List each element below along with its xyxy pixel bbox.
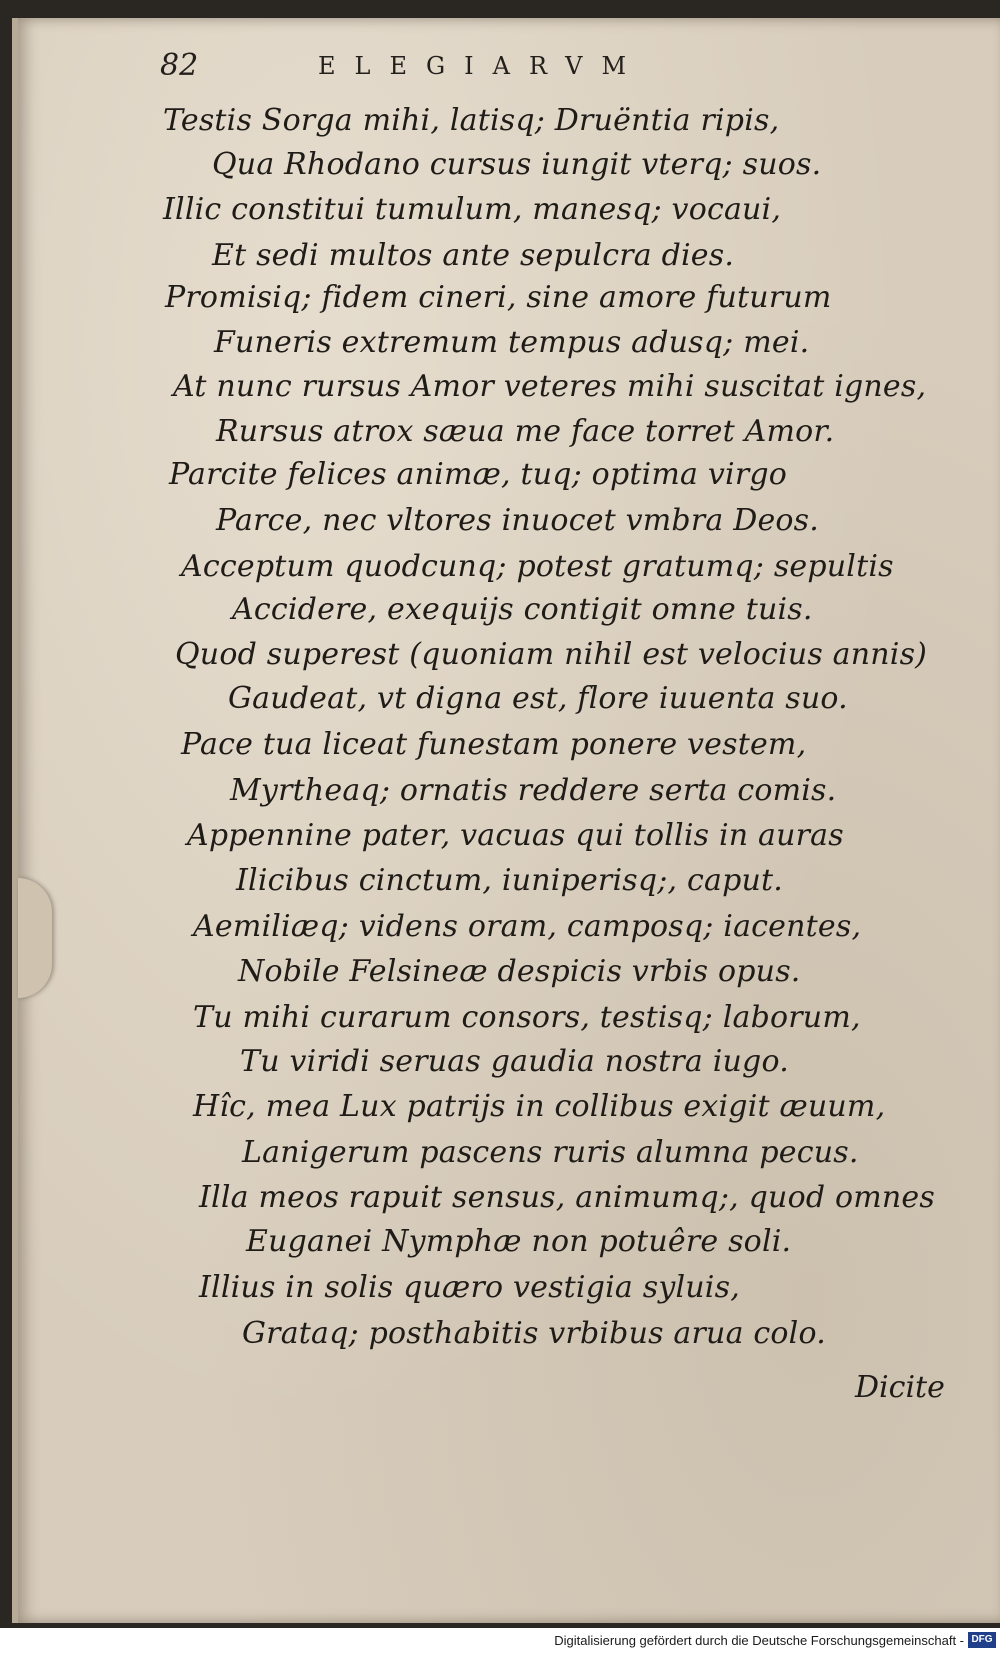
footer-credit: Digitalisierung gefördert durch die Deutsche Forschungsgemeinschaft - [554, 1633, 964, 1648]
verse-line-pentameter: Gaudeat, vt digna est, flore iuuenta suo. [228, 681, 848, 716]
page-number: 82 [160, 48, 199, 83]
verse-line-pentameter: Euganei Nymphæ non potuêre soli. [246, 1224, 792, 1259]
verse-line-hexameter: Pace tua liceat funestam ponere vestem, [181, 727, 807, 762]
verse-line-pentameter: Ilicibus cinctum, iuniperisq;, caput. [236, 863, 784, 898]
digitization-footer [0, 1628, 1000, 1654]
verse-line-pentameter: Rursus atrox sæua me face torret Amor. [216, 414, 835, 449]
verse-line-hexameter: Aemiliæq; videns oram, camposq; iacentes, [193, 909, 862, 944]
verse-line-hexameter: Quod superest (quoniam nihil est velocius annis) [175, 637, 928, 672]
verse-line-pentameter: Myrtheaq; ornatis reddere serta comis. [230, 773, 837, 808]
verse-line-hexameter: Tu mihi curarum consors, testisq; laborum, [193, 1000, 861, 1035]
verse-line-hexameter: Promisiq; fidem cineri, sine amore futurum [165, 280, 832, 315]
verse-line-hexameter: Testis Sorga mihi, latisq; Druëntia ripis, [163, 103, 780, 138]
verse-line-hexameter: Hîc, mea Lux patrijs in collibus exigit æuum, [193, 1089, 886, 1124]
verse-line-hexameter: Illa meos rapuit sensus, animumq;, quod omnes [199, 1180, 935, 1215]
verse-line-hexameter: Appennine pater, vacuas qui tollis in auras [187, 818, 844, 853]
running-head: ELEGIARVM [318, 52, 646, 80]
verse-line-pentameter: Parce, nec vltores inuocet vmbra Deos. [216, 503, 820, 538]
verse-line-hexameter: At nunc rursus Amor veteres mihi suscitat ignes, [173, 369, 927, 404]
verse-line-hexameter: Illius in solis quæro vestigia syluis, [199, 1270, 740, 1305]
verse-line-pentameter: Et sedi multos ante sepulcra dies. [212, 238, 735, 273]
dfg-logo: DFG [968, 1632, 996, 1648]
verse-line-pentameter: Nobile Felsineæ despicis vrbis opus. [238, 954, 801, 989]
verse-line-pentameter: Qua Rhodano cursus iungit vterq; suos. [212, 147, 822, 182]
verse-line-pentameter: Funeris extremum tempus adusq; mei. [214, 325, 810, 360]
verse-line-hexameter: Parcite felices animæ, tuq; optima virgo [169, 457, 788, 492]
verse-line-pentameter: Accidere, exequijs contigit omne tuis. [232, 592, 813, 627]
verse-line-hexameter: Acceptum quodcunq; potest gratumq; sepultis [181, 549, 894, 584]
verse-line-pentameter: Grataq; posthabitis vrbibus arua colo. [242, 1316, 826, 1351]
catchword: Dicite [855, 1370, 945, 1405]
verse-line-pentameter: Tu viridi seruas gaudia nostra iugo. [240, 1044, 789, 1079]
verse-line-pentameter: Lanigerum pascens ruris alumna pecus. [242, 1135, 859, 1170]
verse-line-hexameter: Illic constitui tumulum, manesq; vocaui, [163, 192, 782, 227]
